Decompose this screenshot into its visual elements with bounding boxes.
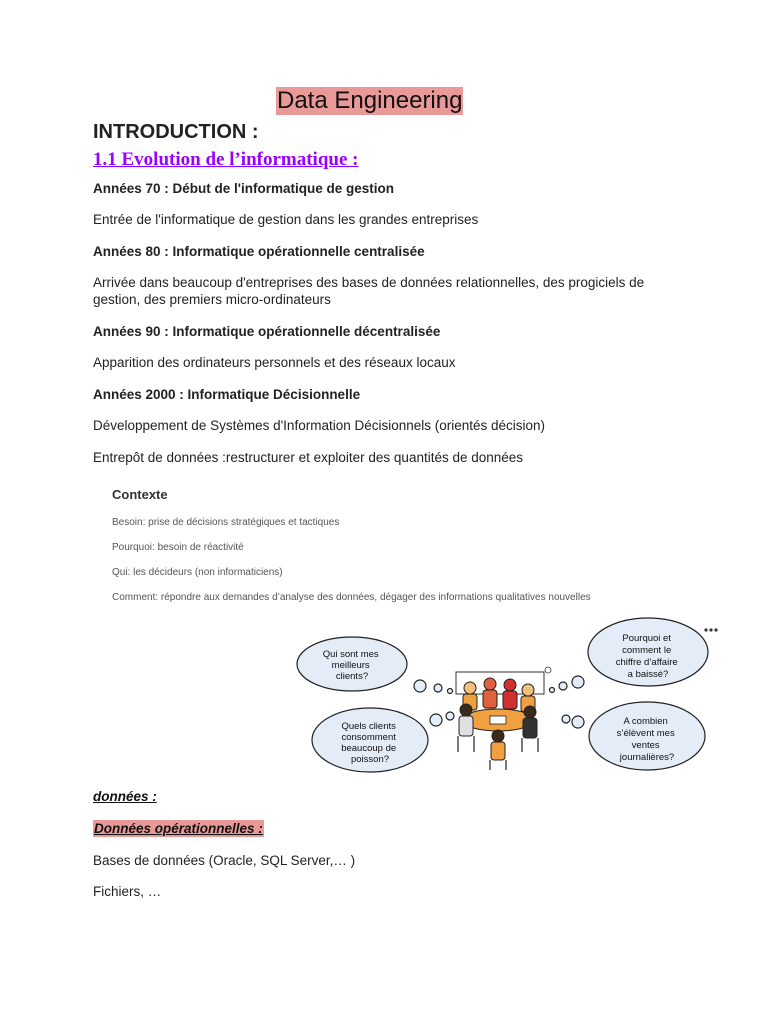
donnees-heading: données : <box>93 789 157 804</box>
era-70-heading: Années 70 : Début de l'informatique de gestion <box>93 181 395 196</box>
era-2000-text-1: Développement de Systèmes d'Information Décisionnels (orientés décision) <box>93 418 546 433</box>
page-title: Data Engineering <box>277 87 463 114</box>
bubble-4-text: A combien s’élèvent mes ventes journalières? <box>616 716 675 763</box>
section-heading: 1.1 Evolution de l’informatique : <box>93 149 359 170</box>
meeting-people-icon <box>456 667 551 770</box>
thought-bubble-best-clients <box>297 637 453 694</box>
era-80-heading: Années 80 : Informatique opérationnelle centralisée <box>93 244 425 259</box>
context-line-qui: Qui: les décideurs (non informaticiens) <box>112 567 283 578</box>
decision-makers-illustration <box>290 612 730 782</box>
context-title: Contexte <box>112 487 168 502</box>
data-source-databases: Bases de données (Oracle, SQL Server,… ) <box>93 853 356 868</box>
more-dots-icon <box>704 628 717 631</box>
bubble-1-text: Qui sont mes meilleurs clients? <box>322 649 379 682</box>
era-2000-heading: Années 2000 : Informatique Décisionnelle <box>93 387 361 402</box>
context-line-comment: Comment: répondre aux demandes d’analyse des données, dégager des informations qualitatives nouvelles <box>112 592 591 603</box>
introduction-heading: INTRODUCTION : <box>93 121 259 143</box>
data-source-files: Fichiers, … <box>93 884 162 899</box>
era-2000-text-2: Entrepôt de données :restructurer et exploiter des quantités de données <box>93 450 524 465</box>
era-90-text: Apparition des ordinateurs personnels et des réseaux locaux <box>93 355 456 370</box>
era-80-text: Arrivée dans beaucoup d'entreprises des bases de données relationnelles, des progiciels de gestion, des premiers micro-ordinateurs <box>93 275 645 307</box>
donnees-operationnelles-heading: Données opérationnelles : <box>94 821 263 836</box>
bubble-3-text: Quels clients consomment beaucoup de poisson? <box>341 721 397 765</box>
bubble-2-text: Pourquoi et comment le chiffre d’affaire a baissé? <box>615 633 678 680</box>
context-line-pourquoi: Pourquoi: besoin de réactivité <box>112 542 244 553</box>
context-line-besoin: Besoin: prise de décisions stratégiques et tactiques <box>112 517 340 528</box>
era-90-heading: Années 90 : Informatique opérationnelle décentralisée <box>93 324 441 339</box>
era-70-text: Entrée de l'informatique de gestion dans les grandes entreprises <box>93 212 479 227</box>
